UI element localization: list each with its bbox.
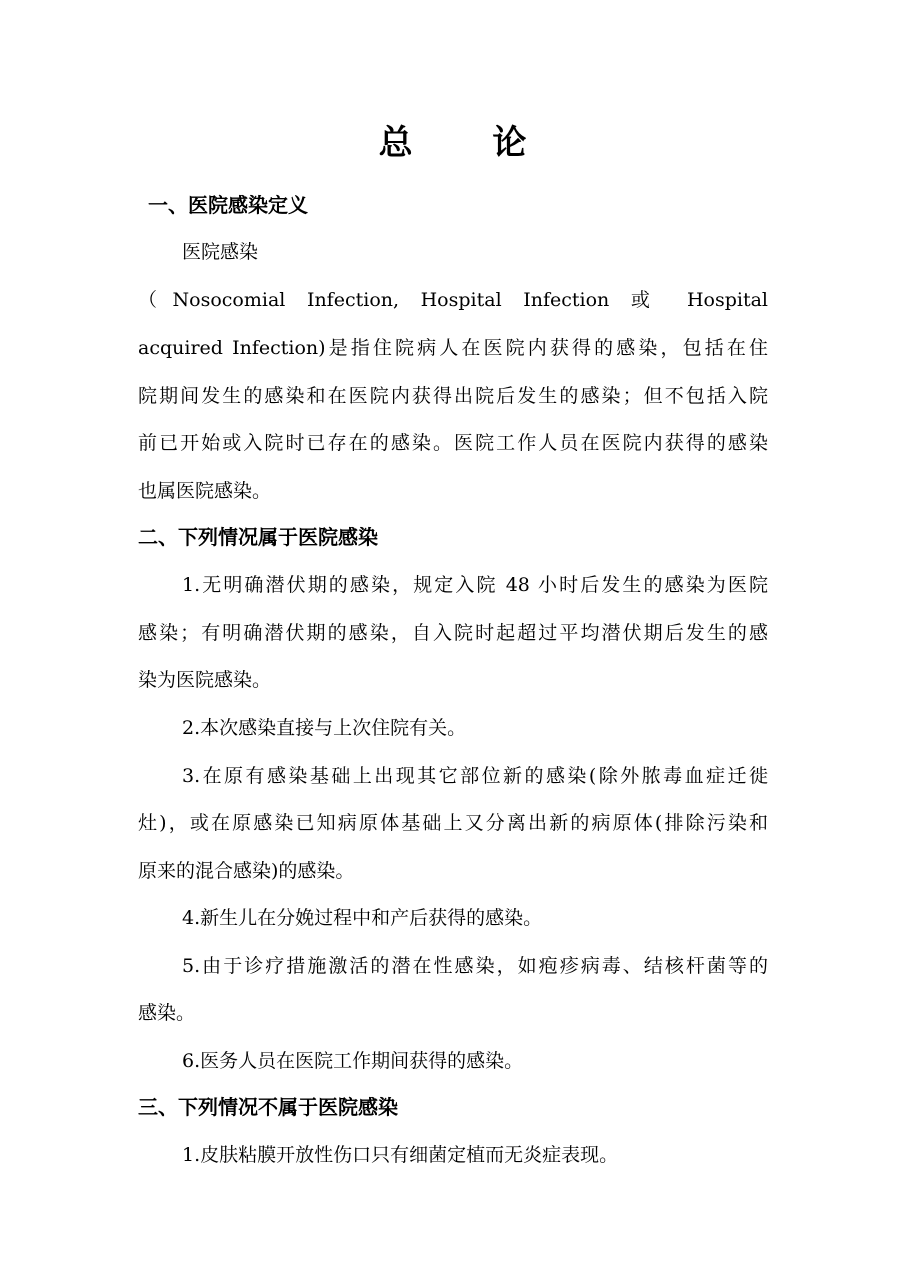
paragraph-line: 4.新生儿在分娩过程中和产后获得的感染。 bbox=[182, 907, 543, 929]
paragraph-line: 原来的混合感染)的感染。 bbox=[138, 860, 355, 882]
paragraph-line: 5.由于诊疗措施激活的潜在性感染，如疱疹病毒、结核杆菌等的 bbox=[182, 955, 768, 977]
paragraph-line: 感染。 bbox=[138, 1002, 196, 1024]
paragraph-line: 3.在原有感染基础上出现其它部位新的感染(除外脓毒血症迁徙 bbox=[182, 765, 768, 787]
paragraph-line: （Nosocomial Infection, Hospital Infection 或 Hospital bbox=[138, 289, 768, 311]
paragraph-line: 灶)，或在原感染已知病原体基础上又分离出新的病原体(排除污染和 bbox=[138, 812, 768, 834]
section-heading-3: 三、下列情况不属于医院感染 bbox=[138, 1095, 398, 1119]
page-title: 总 论 bbox=[378, 123, 561, 163]
paragraph-line: 染为医院感染。 bbox=[138, 669, 272, 691]
paragraph-line: 6.医务人员在医院工作期间获得的感染。 bbox=[182, 1050, 524, 1072]
paragraph-line: 医院感染 bbox=[182, 241, 259, 263]
paragraph-line: 1.无明确潜伏期的感染，规定入院 48 小时后发生的感染为医院 bbox=[182, 574, 768, 596]
section-heading-1: 一、医院感染定义 bbox=[148, 193, 308, 217]
paragraph-line: 院期间发生的感染和在医院内获得出院后发生的感染；但不包括入院 bbox=[138, 385, 768, 407]
paragraph-line: 前已开始或入院时已存在的感染。医院工作人员在医院内获得的感染 bbox=[138, 432, 768, 454]
paragraph-line: 2.本次感染直接与上次住院有关。 bbox=[182, 717, 467, 739]
paragraph-line: 感染；有明确潜伏期的感染，自入院时起超过平均潜伏期后发生的感 bbox=[138, 622, 768, 644]
paragraph-line: 也属医院感染。 bbox=[138, 480, 272, 502]
paragraph-line: acquired Infection)是指住院病人在医院内获得的感染，包括在住 bbox=[138, 337, 768, 359]
section-heading-2: 二、下列情况属于医院感染 bbox=[138, 525, 378, 549]
paragraph-line: 1.皮肤粘膜开放性伤口只有细菌定植而无炎症表现。 bbox=[182, 1144, 619, 1166]
